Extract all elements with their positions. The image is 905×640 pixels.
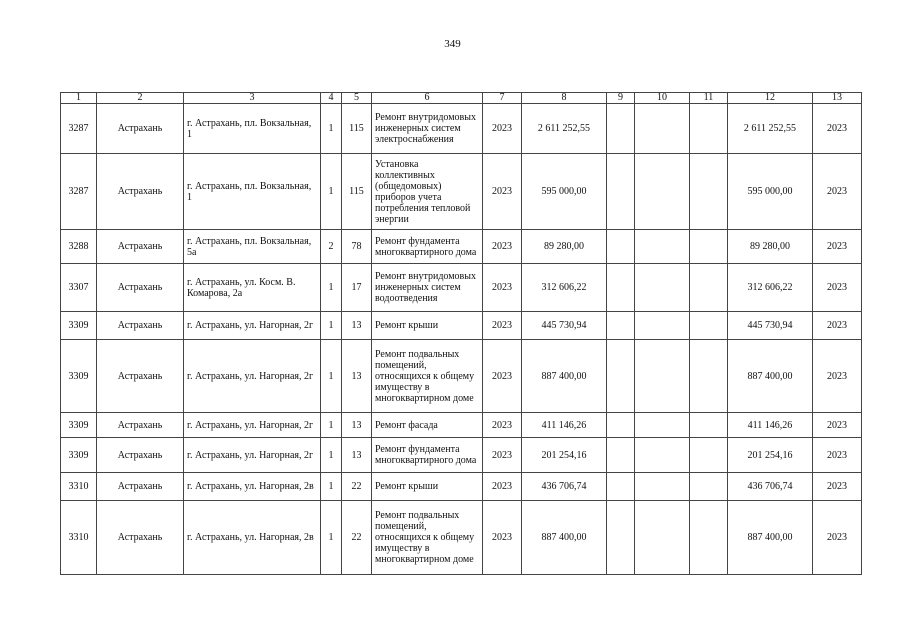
table-cell-c12: 2 611 252,55 (728, 104, 813, 154)
table-cell-c11 (690, 473, 728, 501)
table-cell-c5: 17 (342, 264, 372, 312)
table-cell-c11 (690, 438, 728, 473)
table-cell-c12: 595 000,00 (728, 154, 813, 230)
table-cell-c7: 2023 (483, 264, 522, 312)
table-cell-c3: г. Астрахань, пл. Вокзальная, 1 (184, 104, 321, 154)
table-cell-c5: 115 (342, 154, 372, 230)
table-cell-c7: 2023 (483, 312, 522, 340)
table-cell-c2: Астрахань (97, 501, 184, 575)
table-cell-c12: 89 280,00 (728, 230, 813, 264)
table-cell-c2: Астрахань (97, 312, 184, 340)
table-cell-c6: Ремонт фасада (372, 413, 483, 438)
table-cell-c8: 201 254,16 (522, 438, 607, 473)
table-cell-c2: Астрахань (97, 413, 184, 438)
table-cell-c3: г. Астрахань, ул. Нагорная, 2г (184, 413, 321, 438)
table-cell-c10 (635, 264, 690, 312)
table-cell-c13: 2023 (813, 473, 862, 501)
table-cell-c6: Ремонт фундамента многоквартирного дома (372, 438, 483, 473)
table-cell-c4: 1 (321, 340, 342, 413)
table-cell-c11 (690, 230, 728, 264)
table-cell-c12: 887 400,00 (728, 340, 813, 413)
table-cell-c5: 115 (342, 104, 372, 154)
table-cell-c13: 2023 (813, 438, 862, 473)
table-cell-c4: 1 (321, 264, 342, 312)
table-cell-c1: 3310 (61, 501, 97, 575)
table-row (61, 312, 862, 340)
table-cell-c1: 3310 (61, 473, 97, 501)
table-cell-c1: 3307 (61, 264, 97, 312)
table-cell-c3: г. Астрахань, пл. Вокзальная, 1 (184, 154, 321, 230)
table-cell-c8: 2 611 252,55 (522, 104, 607, 154)
column-header: 8 (522, 93, 607, 104)
table-cell-c3: г. Астрахань, пл. Вокзальная, 5а (184, 230, 321, 264)
table-cell-c8: 887 400,00 (522, 340, 607, 413)
table-cell-c6: Ремонт фундамента многоквартирного дома (372, 230, 483, 264)
table-cell-c6: Ремонт крыши (372, 312, 483, 340)
table-cell-c10 (635, 104, 690, 154)
column-header: 6 (372, 93, 483, 104)
table-row (61, 438, 862, 473)
table-cell-c10 (635, 154, 690, 230)
table-row (61, 501, 862, 575)
table-cell-c7: 2023 (483, 413, 522, 438)
column-header: 12 (728, 93, 813, 104)
table-cell-c1: 3309 (61, 340, 97, 413)
table-cell-c9 (607, 104, 635, 154)
table-cell-c8: 887 400,00 (522, 501, 607, 575)
table-cell-c3: г. Астрахань, ул. Нагорная, 2в (184, 501, 321, 575)
table-cell-c2: Астрахань (97, 340, 184, 413)
table-cell-c3: г. Астрахань, ул. Нагорная, 2г (184, 340, 321, 413)
table-row (61, 340, 862, 413)
table-cell-c11 (690, 501, 728, 575)
table-cell-c8: 89 280,00 (522, 230, 607, 264)
table-cell-c7: 2023 (483, 154, 522, 230)
table-cell-c4: 1 (321, 501, 342, 575)
table-cell-c4: 2 (321, 230, 342, 264)
table-cell-c11 (690, 413, 728, 438)
table-row (61, 413, 862, 438)
table-row (61, 230, 862, 264)
table-cell-c1: 3309 (61, 312, 97, 340)
table-cell-c9 (607, 230, 635, 264)
table-cell-c10 (635, 312, 690, 340)
table-cell-c7: 2023 (483, 473, 522, 501)
table-cell-c9 (607, 154, 635, 230)
table-cell-c12: 436 706,74 (728, 473, 813, 501)
table-cell-c4: 1 (321, 154, 342, 230)
table-cell-c3: г. Астрахань, ул. Нагорная, 2г (184, 438, 321, 473)
table-cell-c3: г. Астрахань, ул. Нагорная, 2г (184, 312, 321, 340)
table-cell-c9 (607, 413, 635, 438)
table-cell-c3: г. Астрахань, ул. Косм. В. Комарова, 2а (184, 264, 321, 312)
table-cell-c9 (607, 473, 635, 501)
table-cell-c10 (635, 473, 690, 501)
table-cell-c10 (635, 501, 690, 575)
table-cell-c6: Установка коллективных (общедомовых) приборов учета потребления тепловой энергии (372, 154, 483, 230)
table-cell-c13: 2023 (813, 264, 862, 312)
table-cell-c11 (690, 264, 728, 312)
table-cell-c5: 78 (342, 230, 372, 264)
column-header: 10 (635, 93, 690, 104)
column-header: 11 (690, 93, 728, 104)
column-header: 4 (321, 93, 342, 104)
table-cell-c10 (635, 438, 690, 473)
table-cell-c5: 13 (342, 340, 372, 413)
table-cell-c10 (635, 340, 690, 413)
table-cell-c8: 436 706,74 (522, 473, 607, 501)
table-cell-c2: Астрахань (97, 438, 184, 473)
table-row (61, 264, 862, 312)
table-cell-c12: 312 606,22 (728, 264, 813, 312)
table-cell-c12: 887 400,00 (728, 501, 813, 575)
table-cell-c2: Астрахань (97, 264, 184, 312)
table-cell-c5: 22 (342, 473, 372, 501)
table-cell-c1: 3309 (61, 438, 97, 473)
table-cell-c11 (690, 340, 728, 413)
table-cell-c13: 2023 (813, 154, 862, 230)
column-header: 1 (61, 93, 97, 104)
table-cell-c1: 3287 (61, 154, 97, 230)
table-row (61, 473, 862, 501)
table-cell-c7: 2023 (483, 340, 522, 413)
table-cell-c6: Ремонт крыши (372, 473, 483, 501)
table-row (61, 104, 862, 154)
table-cell-c6: Ремонт подвальных помещений, относящихся к общему имуществу в многоквартирном доме (372, 501, 483, 575)
table-cell-c8: 411 146,26 (522, 413, 607, 438)
table-cell-c1: 3288 (61, 230, 97, 264)
table-cell-c4: 1 (321, 312, 342, 340)
table-cell-c4: 1 (321, 104, 342, 154)
table-cell-c8: 445 730,94 (522, 312, 607, 340)
table-cell-c3: г. Астрахань, ул. Нагорная, 2в (184, 473, 321, 501)
table-cell-c9 (607, 264, 635, 312)
table-cell-c2: Астрахань (97, 230, 184, 264)
table-cell-c7: 2023 (483, 438, 522, 473)
table-cell-c9 (607, 501, 635, 575)
data-table (60, 92, 862, 575)
table-header-row (61, 93, 862, 104)
table-cell-c13: 2023 (813, 413, 862, 438)
table-cell-c11 (690, 312, 728, 340)
table-cell-c7: 2023 (483, 501, 522, 575)
table-cell-c2: Астрахань (97, 104, 184, 154)
table-cell-c5: 13 (342, 413, 372, 438)
table-cell-c5: 22 (342, 501, 372, 575)
table-cell-c13: 2023 (813, 230, 862, 264)
table-cell-c10 (635, 230, 690, 264)
table-cell-c7: 2023 (483, 104, 522, 154)
table-cell-c7: 2023 (483, 230, 522, 264)
table-cell-c8: 312 606,22 (522, 264, 607, 312)
table-cell-c12: 411 146,26 (728, 413, 813, 438)
table-cell-c9 (607, 340, 635, 413)
table-cell-c13: 2023 (813, 501, 862, 575)
table-cell-c6: Ремонт внутридомовых инженерных систем водоотведения (372, 264, 483, 312)
table-cell-c9 (607, 312, 635, 340)
column-header: 5 (342, 93, 372, 104)
table-cell-c9 (607, 438, 635, 473)
column-header: 7 (483, 93, 522, 104)
table-cell-c1: 3287 (61, 104, 97, 154)
table-cell-c13: 2023 (813, 104, 862, 154)
column-header: 2 (97, 93, 184, 104)
table-cell-c6: Ремонт подвальных помещений, относящихся к общему имуществу в многоквартирном доме (372, 340, 483, 413)
table-cell-c6: Ремонт внутридомовых инженерных систем электроснабжения (372, 104, 483, 154)
table-cell-c4: 1 (321, 438, 342, 473)
table-cell-c5: 13 (342, 438, 372, 473)
table-cell-c2: Астрахань (97, 473, 184, 501)
table-cell-c11 (690, 154, 728, 230)
table-cell-c4: 1 (321, 473, 342, 501)
table-cell-c10 (635, 413, 690, 438)
table-cell-c12: 445 730,94 (728, 312, 813, 340)
table-cell-c2: Астрахань (97, 154, 184, 230)
table-cell-c4: 1 (321, 413, 342, 438)
column-header: 13 (813, 93, 862, 104)
column-header: 9 (607, 93, 635, 104)
page-number: 349 (444, 38, 461, 50)
table-cell-c11 (690, 104, 728, 154)
table-cell-c1: 3309 (61, 413, 97, 438)
table-cell-c8: 595 000,00 (522, 154, 607, 230)
table-cell-c12: 201 254,16 (728, 438, 813, 473)
table-cell-c13: 2023 (813, 312, 862, 340)
table-cell-c13: 2023 (813, 340, 862, 413)
column-header: 3 (184, 93, 321, 104)
table-cell-c5: 13 (342, 312, 372, 340)
table-row (61, 154, 862, 230)
